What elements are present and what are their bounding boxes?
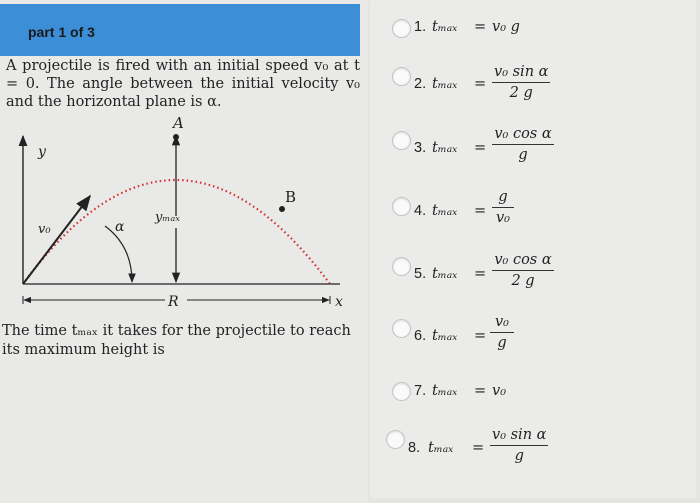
equals-sign: = [472, 440, 485, 456]
part-header [0, 4, 360, 56]
answer-panel [368, 0, 700, 503]
point-b [279, 206, 285, 212]
option-number: 7. [414, 383, 427, 399]
label-r: R [168, 294, 179, 310]
option-3[interactable] [370, 120, 696, 180]
option-7[interactable] [370, 372, 696, 412]
option-number: 4. [414, 203, 427, 219]
option-fraction [492, 189, 514, 226]
option-expression: v₀ g [492, 19, 520, 35]
radio-button[interactable] [392, 257, 411, 276]
option-fraction [492, 252, 554, 289]
option-fraction [490, 427, 548, 464]
projectile-diagram [10, 116, 362, 321]
label-a: A [173, 116, 184, 132]
radio-button[interactable] [392, 382, 411, 401]
option-1[interactable] [370, 0, 696, 50]
equals-sign: = [474, 383, 487, 399]
label-v0: v₀ [38, 222, 51, 237]
tmax-symbol: tₘₐₓ [432, 76, 458, 92]
option-expression: v₀ [492, 383, 507, 399]
option-number: 8. [408, 440, 421, 456]
equals-sign: = [474, 203, 487, 219]
equals-sign: = [474, 19, 487, 35]
radio-button[interactable] [392, 19, 411, 38]
fraction-numerator: v₀ cos α [494, 252, 552, 268]
option-6[interactable] [370, 308, 696, 368]
fraction-numerator: g [498, 189, 508, 205]
question-prompt: The time tₘₐₓ it takes for the projectile to reach its maximum height is [2, 323, 351, 358]
fraction-denominator: g [514, 448, 524, 464]
radio-button[interactable] [392, 67, 411, 86]
fraction-denominator: g [518, 147, 528, 163]
fraction-numerator: v₀ sin α [494, 64, 549, 80]
fraction-denominator: 2 g [511, 273, 535, 289]
option-number: 3. [414, 140, 427, 156]
apex-point [173, 134, 179, 140]
fraction-denominator: g [497, 335, 507, 351]
question-intro: A projectile is fired with an initial speed v₀ at t = 0. The angle between the initial velocity v₀ and the horizontal plane is α. [6, 58, 360, 110]
label-alpha: α [115, 219, 125, 235]
label-x: x [335, 294, 343, 310]
option-5[interactable] [370, 246, 696, 304]
options-box [370, 0, 696, 498]
tmax-symbol: tₘₐₓ [432, 140, 458, 156]
label-ymax: yₘₐₓ [155, 210, 180, 225]
label-b: B [285, 188, 297, 206]
tmax-symbol: tₘₐₓ [428, 440, 454, 456]
option-number: 1. [414, 19, 427, 35]
fraction-numerator: v₀ [494, 314, 509, 330]
radio-button[interactable] [392, 197, 411, 216]
equals-sign: = [474, 266, 487, 282]
tmax-symbol: tₘₐₓ [432, 19, 458, 35]
radio-button[interactable] [386, 430, 405, 449]
option-number: 6. [414, 328, 427, 344]
equals-sign: = [474, 140, 487, 156]
fraction-denominator: 2 g [509, 85, 533, 101]
tmax-symbol: tₘₐₓ [432, 328, 458, 344]
fraction-numerator: v₀ sin α [492, 427, 547, 443]
option-number: 5. [414, 266, 427, 282]
option-number: 2. [414, 76, 427, 92]
radio-button[interactable] [392, 131, 411, 150]
option-fraction [492, 64, 550, 101]
equals-sign: = [474, 328, 487, 344]
option-fraction [490, 314, 514, 351]
tmax-symbol: tₘₐₓ [432, 203, 458, 219]
radio-button[interactable] [392, 319, 411, 338]
fraction-denominator: v₀ [495, 210, 510, 226]
fraction-numerator: v₀ cos α [494, 126, 552, 142]
option-4[interactable] [370, 186, 696, 242]
label-y: y [38, 144, 46, 160]
tmax-symbol: tₘₐₓ [432, 383, 458, 399]
option-8[interactable] [370, 420, 696, 480]
tmax-symbol: tₘₐₓ [432, 266, 458, 282]
option-fraction [492, 126, 554, 163]
part-label: part 1 of 3 [28, 24, 95, 40]
initial-velocity-arrow [23, 196, 90, 284]
option-2[interactable] [370, 56, 696, 114]
equals-sign: = [474, 76, 487, 92]
